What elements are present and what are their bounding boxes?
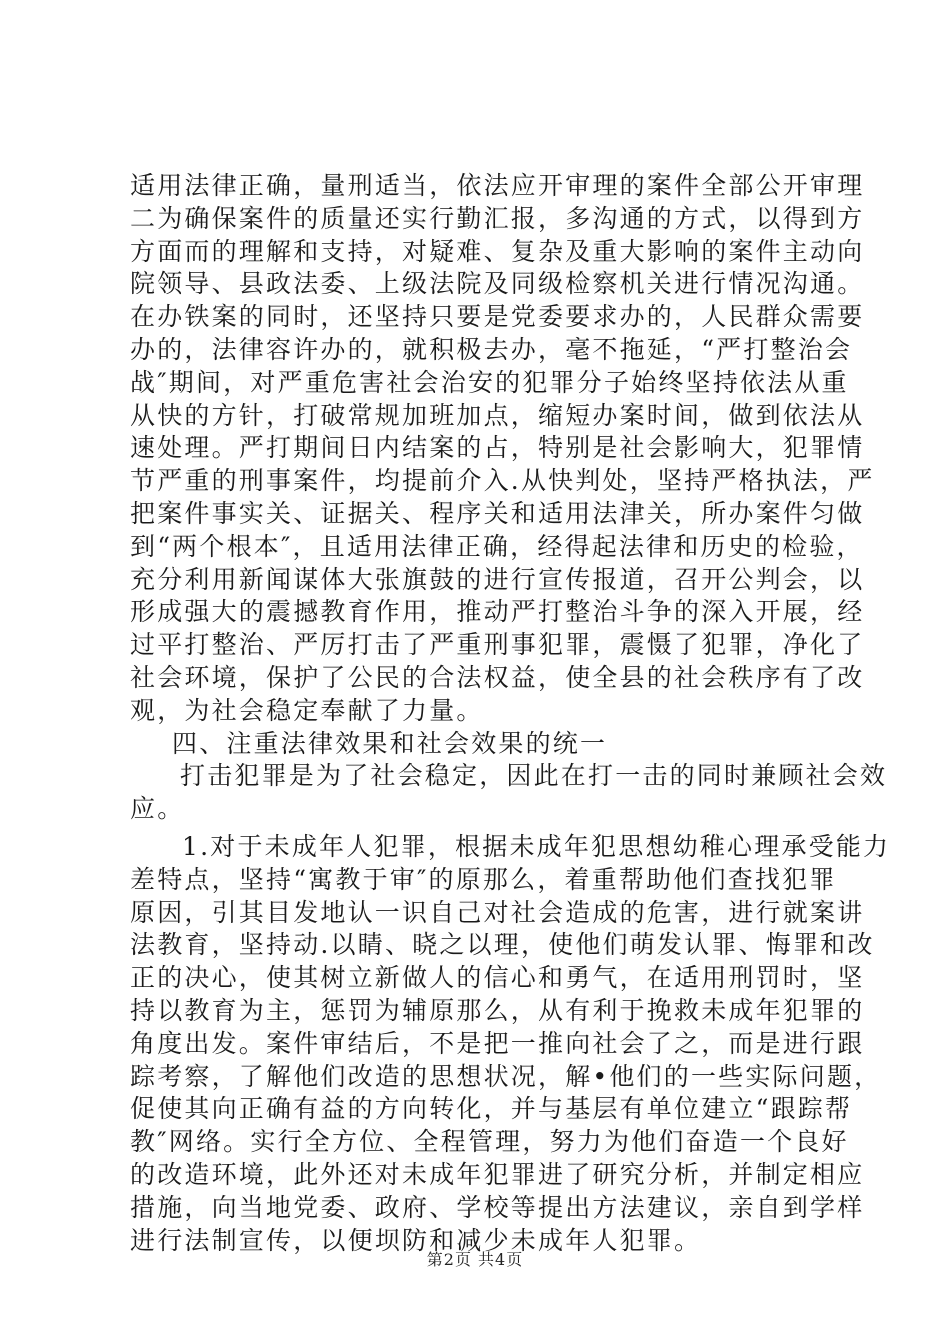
- body-line: 社会环境，保护了公民的合法权益，使全县的社会秩序有了改: [130, 662, 865, 692]
- list-item-line: 持以教育为主，惩罚为辅原那么，从有利于挽救未成年犯罪的: [130, 995, 865, 1025]
- body-line: 战″期间，对严重危害社会治安的犯罪分子始终坚持依法从重: [130, 367, 849, 397]
- body-line: 形成强大的震撼教育作用，推动严打整治斗争的深入开展，经: [130, 597, 865, 627]
- body-line: 在办铁案的同时，还坚持只要是党委要求办的，人民群众需要: [130, 302, 865, 332]
- body-line: 院领导、县政法委、上级法院及同级检察机关进行情况沟通。: [130, 269, 865, 299]
- body-line: 节严重的刑事案件，均提前介入.从快判处，坚持严格执法，严: [130, 466, 875, 496]
- list-item-line: 正的决心，使其树立新做人的信心和勇气，在适用刑罚时，坚: [130, 963, 865, 993]
- body-line: 适用法律正确，量刑适当，依法应开审理的案件全部公开审理: [130, 171, 865, 200]
- paragraph-line: 应。: [130, 794, 185, 824]
- list-item-line: 法教育，坚持动.以睛、晓之以理，使他们萌发认罪、悔罪和改: [130, 930, 875, 960]
- list-item-line: 角度出发。案件审结后，不是把一推向社会了之，而是进行跟: [130, 1028, 865, 1058]
- list-item-line: 踪考察，了解他们改造的思想状况，解•他们的一些实际问题，: [130, 1061, 882, 1091]
- body-line: 从快的方针，打破常规加班加点，缩短办案时间，做到依法从: [130, 400, 865, 430]
- body-line: 过平打整治、严厉打击了严重刑事犯罪，震慑了犯罪，净化了: [130, 630, 865, 660]
- body-line: 二为确保案件的质量还实行勤汇报，多沟通的方式，以得到方: [130, 203, 865, 233]
- body-line: 到“两个根本″，且适用法律正确，经得起法律和历史的检验，: [130, 531, 864, 561]
- body-line: 观，为社会稳定奉献了力量。: [130, 695, 484, 725]
- list-item-line: 促使其向正确有益的方向转化，并与基层有单位建立“跟踪帮: [130, 1094, 853, 1124]
- body-line: 充分利用新闻谋体大张旗鼓的进行宣传报道，召开公判会，以: [130, 564, 865, 594]
- list-item-line: 措施，向当地党委、政府、学校等提出方法建议，亲自到学样: [130, 1192, 865, 1222]
- list-item-line: 教″网络。实行全方位、全程管理，努力为他们奋造一个良好: [130, 1127, 849, 1157]
- list-item-line: 差特点，坚持“寓教于审″的原那么，着重帮助他们查找犯罪: [130, 864, 837, 894]
- body-line: 把案件事实关、证据关、程序关和适用法津关，所办案件匀做: [130, 498, 865, 528]
- list-item-line: 原因，引其目发地认一识自己对社会造成的危害，进行就案讲: [130, 897, 865, 927]
- body-line: 方面而的理解和支持，对疑难、复杂及重大影响的案件主动向: [130, 236, 865, 266]
- body-line: 速处理。严打期间日内结案的占，特别是社会影响大，犯罪情: [130, 433, 865, 463]
- section-heading: 四、注重法律效果和社会效果的统一: [172, 728, 608, 758]
- document-body: [130, 170, 891, 1257]
- page-number: 第2页 共4页: [426, 1250, 524, 1269]
- paragraph-line: 打击犯罪是为了社会稳定，因此在打一击的同时兼顾社会效: [180, 761, 888, 791]
- list-item-line: 1.对于未成年人犯罪，根据未成年犯思想幼稚心理承受能力: [182, 831, 891, 861]
- list-item-line: 的改造环境，此外还对未成年犯罪进了研究分析，并制定相应: [130, 1159, 865, 1189]
- list-item-line: 进行法制宣传，以便坝防和减少未成年人犯罪。: [130, 1225, 702, 1255]
- body-line: 办的，法律容许办的，就积极去办，毫不拖延，“严打整治会: [130, 334, 853, 364]
